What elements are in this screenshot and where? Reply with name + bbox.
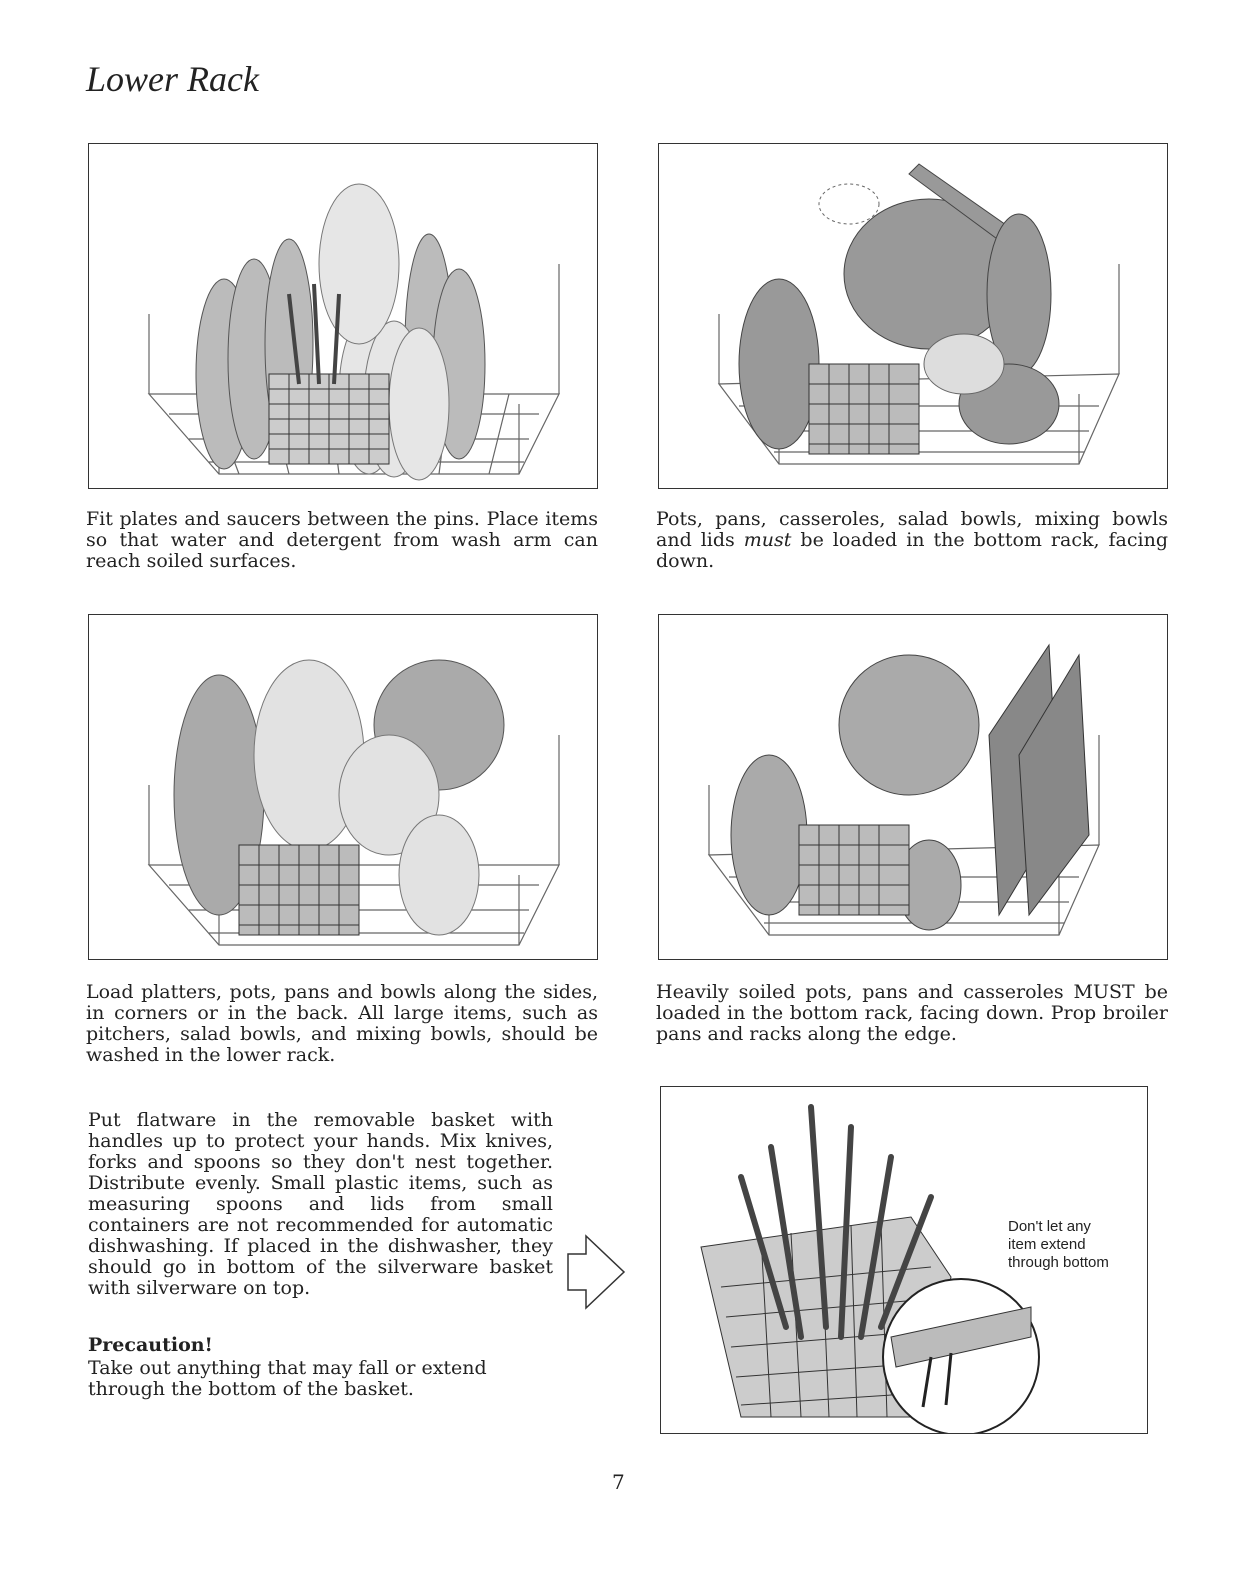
rack-illustration-platters (89, 615, 597, 959)
basket-callout (1008, 1218, 1109, 1272)
rack-illustration-broiler (659, 615, 1167, 959)
page-title: Lower Rack (86, 59, 259, 99)
precaution-text: Take out anything that may fall or extend through the bottom of the basket. (88, 1357, 487, 1400)
callout-line: Don't let any (1008, 1218, 1091, 1235)
callout-line: through bottom (1008, 1254, 1109, 1271)
arrow-right-icon (566, 1234, 626, 1310)
page-number: 7 (612, 1470, 625, 1494)
flatware-instructions: Put flatware in the removable basket with handles up to protect your hands. Mix knives, forks and spoons so they don't nest together. Distribute evenly. Small plastic items, such as measuring spoons and lids from small containers are not recommended for automatic dishwashing. If placed in the dishwasher, they should go in bottom of the silverware basket with silverware on top. (88, 1109, 553, 1299)
callout-line: item extend (1008, 1236, 1086, 1253)
figure-broiler-rack (658, 614, 1168, 960)
figure-1-caption: Fit plates and saucers between the pins. Place items so that water and detergent from wash arm can reach soiled surfaces. (86, 508, 598, 572)
rack-illustration-plates (89, 144, 597, 488)
figure-pots-rack (658, 143, 1168, 489)
figure-plates-rack (88, 143, 598, 489)
precaution-heading: Precaution! (88, 1334, 213, 1356)
figure-2-caption: Pots, pans, casseroles, salad bowls, mixing bowls and lids must be loaded in the bottom rack, facing down. (656, 508, 1169, 572)
emphasis-must: must (743, 529, 792, 551)
figure-3-caption: Load platters, pots, pans and bowls along the sides, in corners or in the back. All large items, such as pitchers, salad bowls, and mixing bowls, should be washed in the lower rack. (86, 981, 598, 1066)
figure-platters-rack (88, 614, 598, 960)
rack-illustration-pots (659, 144, 1167, 488)
figure-4-caption: Heavily soiled pots, pans and casseroles MUST be loaded in the bottom rack, facing down. Prop broiler pans and racks along the edge. (656, 981, 1168, 1045)
